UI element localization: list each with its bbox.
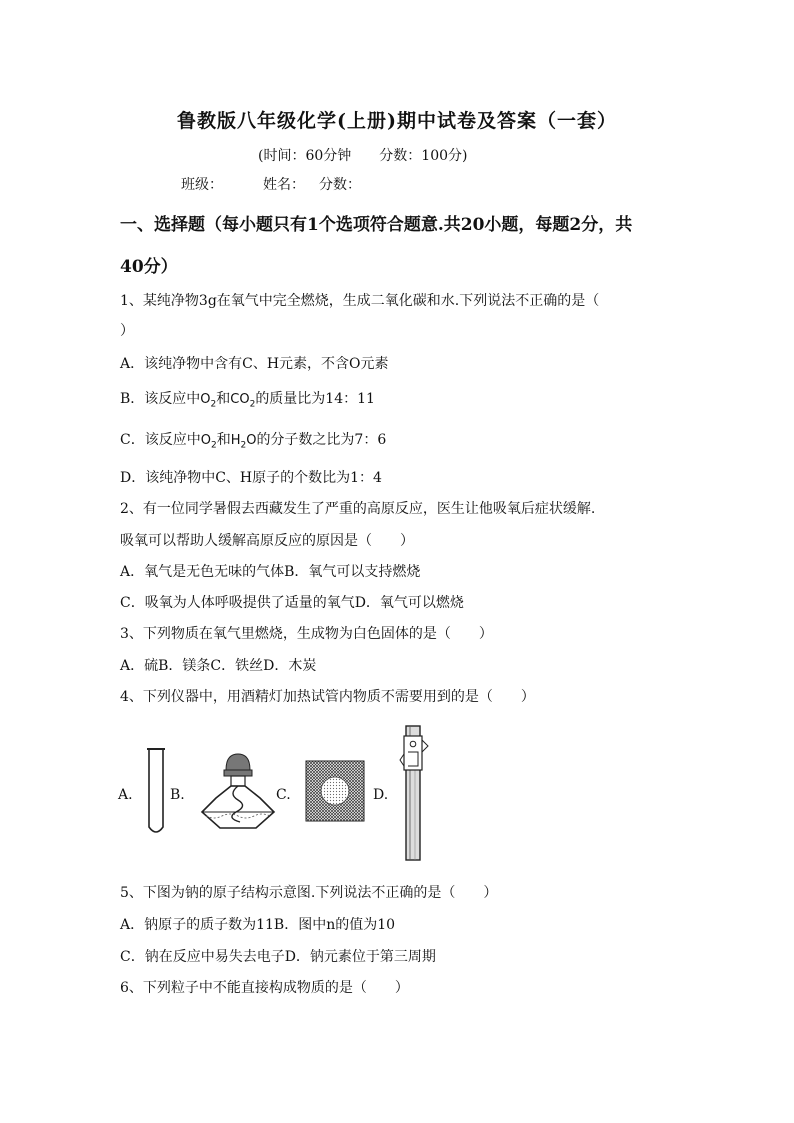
- formula-o2: $O_2$: [200, 392, 217, 410]
- score-label: 分数：: [319, 177, 361, 193]
- q5-options-cd: C．钠在反应中易失去电子D．钠元素位于第三周期: [120, 949, 436, 965]
- q1-stem: 1、某纯净物3g在氧气中完全燃烧，生成二氧化碳和水.下列说法不正确的是（: [120, 293, 600, 309]
- page-title: 鲁教版八年级化学(上册)期中试卷及答案（一套）: [177, 110, 617, 132]
- section-heading-line1: 一、选择题（每小题只有1个选项符合题意.共20小题，每题2分，共: [120, 215, 633, 235]
- q4-label-c: C.: [276, 787, 291, 803]
- q5-stem: 5、下图为钠的原子结构示意图.下列说法不正确的是（ ）: [120, 885, 498, 901]
- q2-stem-line1: 2、有一位同学暑假去西藏发生了严重的高原反应，医生让他吸氧后症状缓解.: [120, 501, 596, 517]
- class-label: 班级：: [181, 177, 223, 193]
- test-tube-holder-icon: [396, 722, 432, 864]
- exam-info: [258, 145, 495, 165]
- q5-options-ab: A．钠原子的质子数为11B．图中n的值为10: [120, 917, 396, 933]
- q6-stem: 6、下列粒子中不能直接构成物质的是（ ）: [120, 980, 409, 996]
- formula-co2: $CO_2$: [230, 392, 256, 410]
- test-tube-icon: [144, 745, 168, 839]
- alcohol-lamp-icon: [198, 750, 278, 832]
- q1-option-d: D．该纯净物中C、H原子的个数比为1：4: [120, 470, 382, 486]
- asbestos-gauze-icon: [305, 760, 365, 822]
- q4-label-b: B.: [170, 787, 185, 803]
- q1-option-c: C．该反应中$O_2$和$H_2O$的分子数之比为7：6: [120, 432, 387, 451]
- student-fields: [181, 174, 361, 194]
- q1-stem-end: ）: [120, 323, 134, 339]
- q1-option-a: A．该纯净物中含有C、H元素，不含O元素: [120, 356, 389, 372]
- q2-stem-line2: 吸氧可以帮助人缓解高原反应的原因是（ ）: [120, 533, 414, 549]
- q1-option-b: B．该反应中$O_2$和$CO_2$的质量比为14：11: [120, 391, 375, 410]
- q3-options: A．硫B．镁条C．铁丝D．木炭: [120, 658, 317, 674]
- q4-label-a: A.: [118, 787, 133, 803]
- time-info: (时间：60分钟: [258, 148, 352, 164]
- q2-options-cd: C．吸氧为人体呼吸提供了适量的氧气D．氧气可以燃烧: [120, 595, 464, 611]
- q1-c-prefix: C．该反应中: [120, 432, 201, 448]
- q4-label-d: D.: [373, 787, 389, 803]
- section-heading-line2: 40分）: [120, 257, 178, 277]
- q1-b-prefix: B．该反应中: [120, 391, 201, 407]
- formula-o2: $O_2$: [200, 433, 217, 451]
- total-score-info: 分数：100分): [379, 148, 468, 164]
- name-label: 姓名：: [263, 177, 305, 193]
- q3-stem: 3、下列物质在氧气里燃烧，生成物为白色固体的是（ ）: [120, 626, 493, 642]
- q2-options-ab: A．氧气是无色无味的气体B．氧气可以支持燃烧: [120, 564, 421, 580]
- q4-stem: 4、下列仪器中，用酒精灯加热试管内物质不需要用到的是（ ）: [120, 689, 535, 705]
- formula-h2o: $H_2O$: [230, 433, 257, 451]
